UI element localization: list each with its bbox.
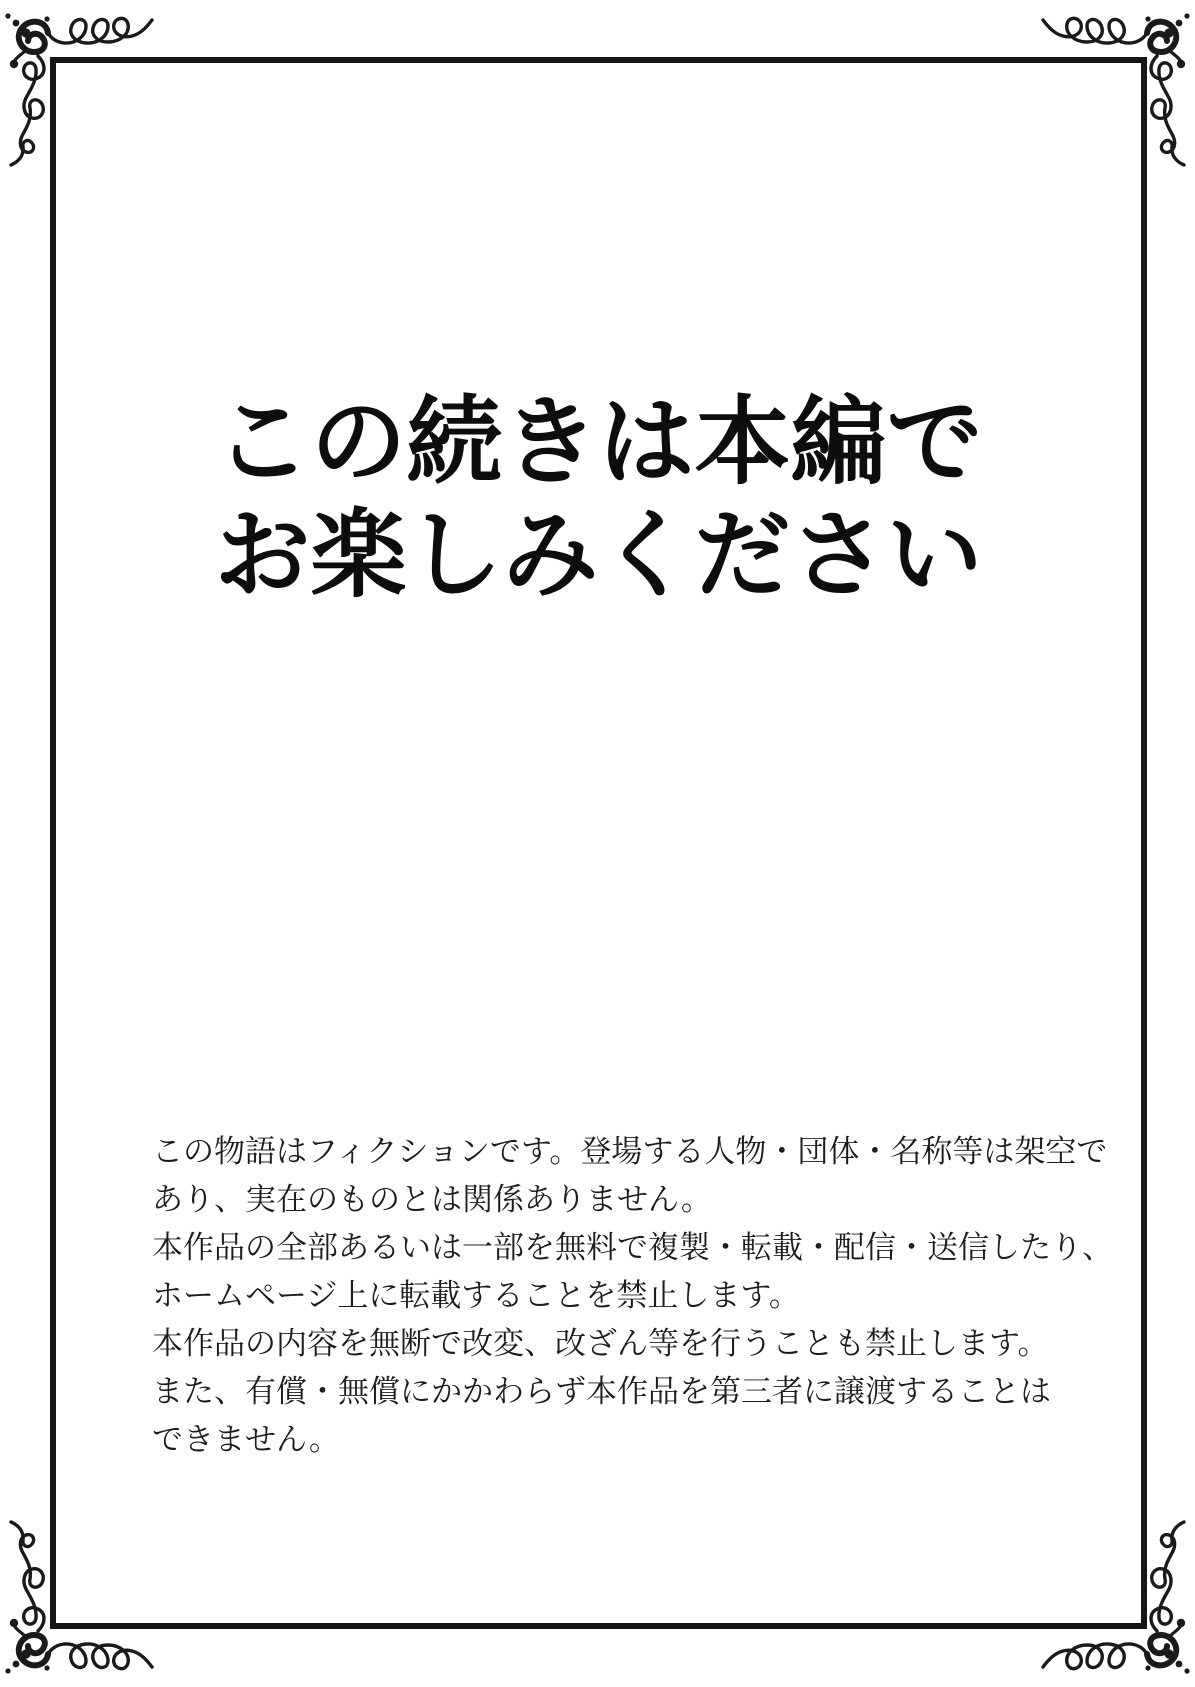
corner-flourish-icon-top-left bbox=[2, 6, 157, 171]
continuation-notice-heading bbox=[56, 386, 1141, 612]
corner-flourish-icon-bottom-right bbox=[1038, 1516, 1193, 1681]
corner-flourish-icon-bottom-left bbox=[2, 1516, 157, 1681]
disclaimer-line: 本作品の全部あるいは一部を無料で複製・転載・配信・送信したり、 bbox=[152, 1230, 1113, 1265]
corner-flourish-icon-top-right bbox=[1038, 6, 1193, 171]
disclaimer-line: ホームページ上に転載することを禁止します。 bbox=[152, 1278, 800, 1313]
disclaimer-text-block bbox=[152, 1128, 1132, 1464]
disclaimer-line: 本作品の内容を無断で改変、改ざん等を行うことも禁止します。 bbox=[152, 1326, 1049, 1361]
continuation-notice-line-2: お楽しみください bbox=[214, 502, 983, 609]
disclaimer-line: この物語はフィクションです。登場する人物・団体・名称等は架空で bbox=[152, 1134, 1108, 1169]
continuation-notice-line-1: この続きは本編で bbox=[214, 389, 983, 496]
disclaimer-line: あり、実在のものとは関係ありません。 bbox=[152, 1182, 712, 1217]
disclaimer-line: また、有償・無償にかかわらず本作品を第三者に譲渡することは bbox=[152, 1374, 1051, 1409]
disclaimer-line: できません。 bbox=[152, 1422, 340, 1457]
